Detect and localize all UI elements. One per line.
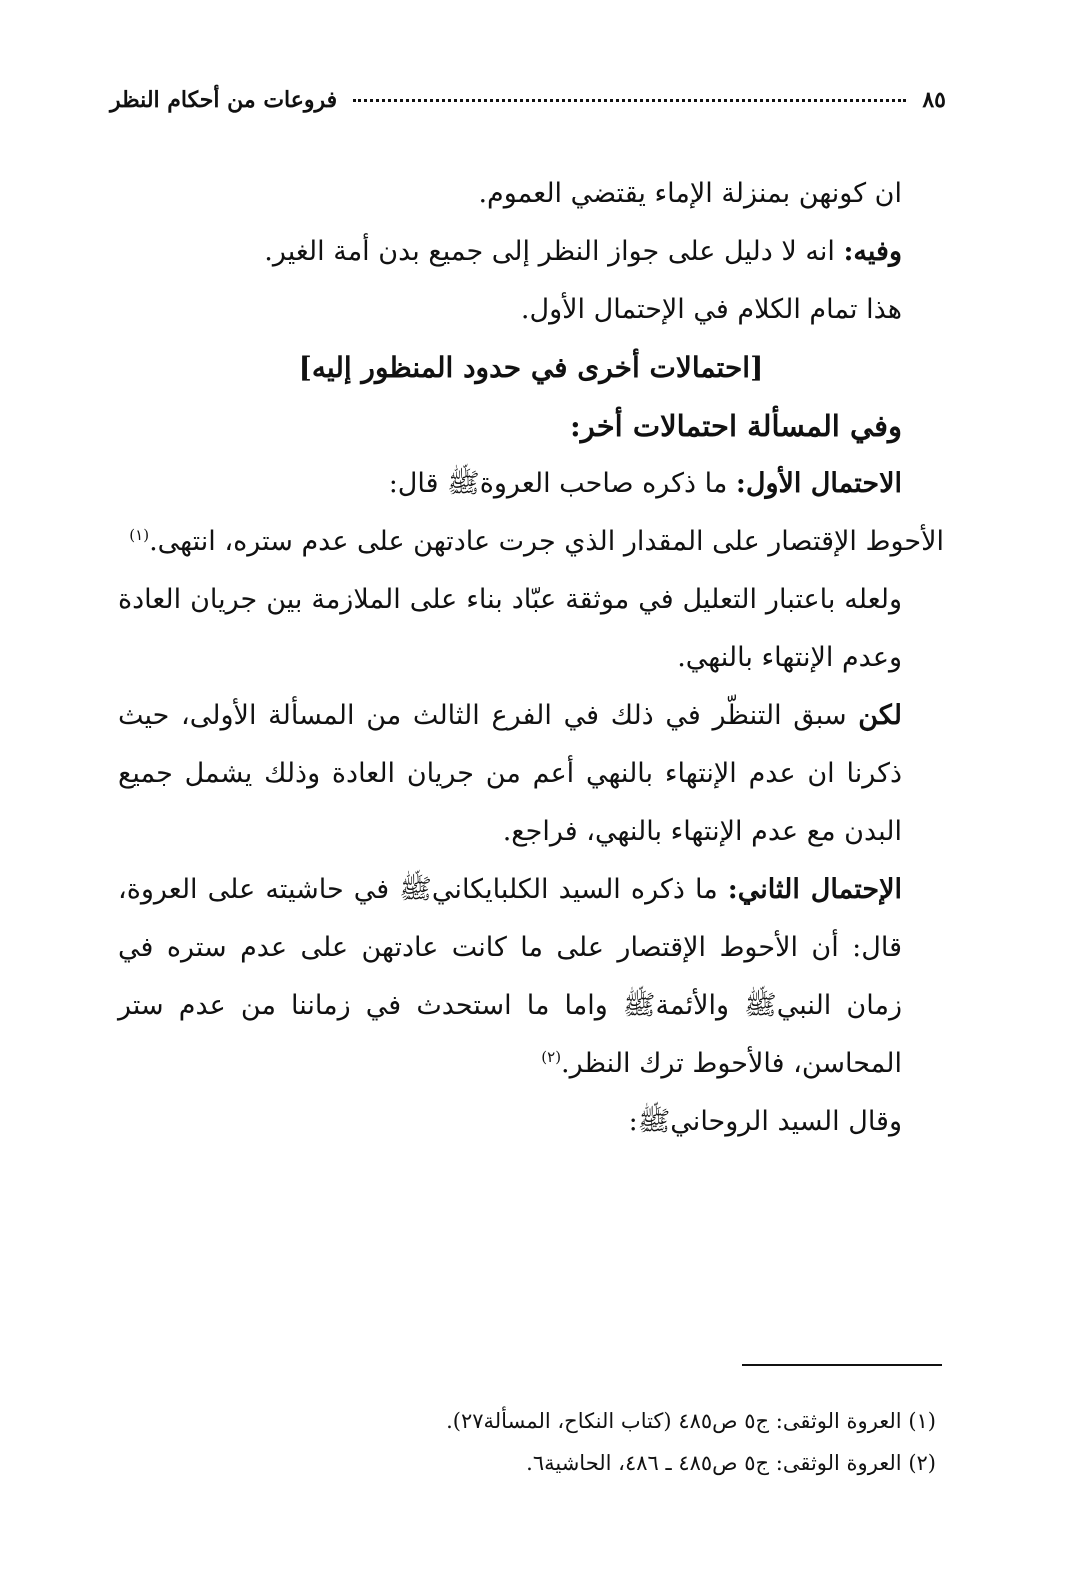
section-title: [احتمالات أخرى في حدود المنظور إليه] [298,351,764,384]
footnote-2: (٢) العروة الوثقى: ج٥ ص٤٨٥ ـ ٤٨٦، الحاشية٦. [526,1451,936,1475]
paragraph-4 [118,455,944,513]
running-header [110,80,946,120]
paragraph-3: هذا تمام الكلام في الإحتمال الأول. [520,294,902,325]
paragraph-7 [118,687,944,861]
paragraph-2-text: انه لا دليل على جواز النظر إلى جميع بدن أمة الغير. [264,236,844,267]
paragraph-8 [118,861,944,1093]
paragraph-8-text: ما ذكره السيد الكلبايكانيﷺ في حاشيته على العروة، قال: أن الأحوط الإقتصار على ما كانت عادتهن على عدم ستره في زمان النبيﷺ والأئمةﷺ واما ما استحدث في زماننا من عدم ستر المحاسن، فالأحوط ترك النظر. [118,874,902,1079]
page-number: ٨٥ [922,87,946,113]
paragraph-2 [118,223,944,281]
paragraph-7-lead: لكن [858,700,902,731]
footnote-ref-1: (١) [129,526,150,544]
paragraph-1: ان كونهن بمنزلة الإماء يقتضي العموم. [478,178,902,209]
paragraph-8-lead: الإحتمال الثاني: [727,874,902,905]
footnote-1: (١) العروة الوثقى: ج٥ ص٤٨٥ (كتاب النكاح، المسألة٢٧). [446,1409,936,1433]
section-heading: وفي المسألة احتمالات أخر: [570,409,902,443]
paragraph-5-text: الأحوط الإقتصار على المقدار الذي جرت عادتهن على عدم ستره، انتهى. [149,526,944,557]
footnotes [118,1400,944,1484]
main-text [118,165,944,1151]
paragraph-6: ولعله باعتبار التعليل في موثقة عبّاد بناء على الملازمة بين جريان العادة وعدم الإنتهاء بالنهي. [118,584,902,673]
footnote-separator [742,1364,942,1366]
paragraph-9: وقال السيد الروحانيﷺ: [628,1106,902,1137]
footnote-ref-2: (٢) [541,1048,562,1066]
paragraph-4-text: ما ذكره صاحب العروةﷺ قال: [388,468,736,499]
paragraph-2-lead: وفيه: [843,236,902,267]
running-title: فروعات من أحكام النظر [110,87,338,113]
paragraph-4-lead: الاحتمال الأول: [735,468,902,499]
dotted-leader [353,87,906,102]
paragraph-5 [118,513,944,571]
paragraph-7-text: سبق التنظّر في ذلك في الفرع الثالث من المسألة الأولى، حيث ذكرنا ان عدم الإنتهاء بالنهي أعم من جريان العادة وذلك يشمل جميع البدن مع عدم الإنتهاء بالنهي، فراجع. [118,700,902,847]
